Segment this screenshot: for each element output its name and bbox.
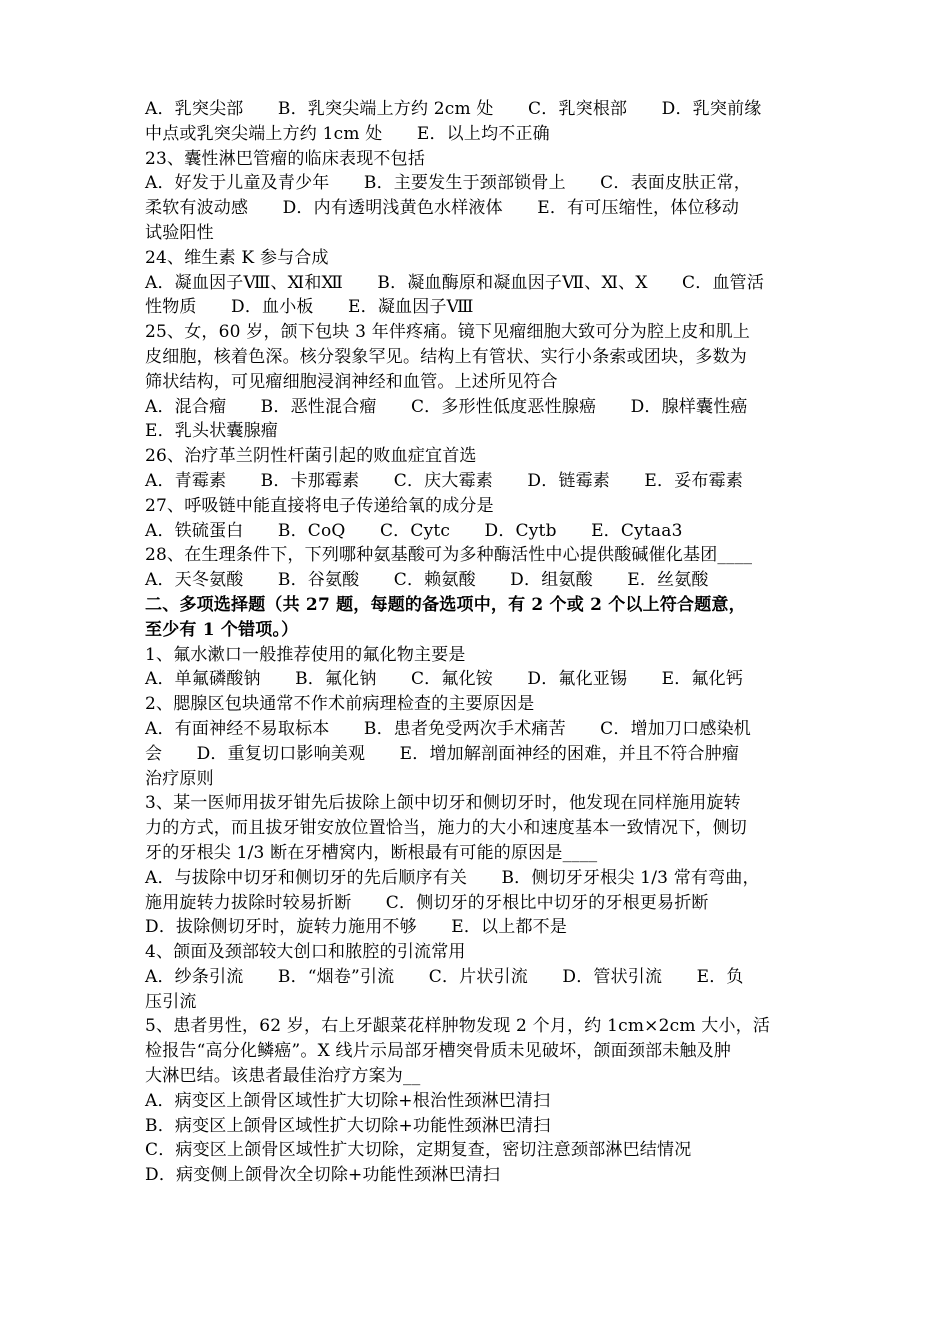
- text-line: 施用旋转力拔除时较易折断 C．侧切牙的牙根比中切牙的牙根更易折断: [145, 892, 709, 913]
- question-1: 1、氟水漱口一般推荐使用的氟化物主要是: [145, 644, 466, 665]
- text-line: A．纱条引流 B．“烟卷”引流 C．片状引流 D．管状引流 E．负: [145, 966, 744, 987]
- question-2: 2、腮腺区包块通常不作术前病理检查的主要原因是: [145, 694, 535, 715]
- text-line: 中点或乳突尖端上方约 1cm 处 E．以上均不正确: [145, 123, 550, 144]
- text-line: B．病变区上颌骨区域性扩大切除+功能性颈淋巴清扫: [145, 1115, 551, 1136]
- question-23: 23、囊性淋巴管瘤的临床表现不包括: [145, 148, 426, 169]
- text-line: A．与拔除中切牙和侧切牙的先后顺序有关 B．侧切牙牙根尖 1/3 常有弯曲，: [145, 867, 760, 888]
- question-4: 4、颌面及颈部较大创口和脓腔的引流常用: [145, 942, 466, 963]
- text-line: 力的方式，而且拔牙钳安放位置恰当，施力的大小和速度基本一致情况下，侧切: [145, 818, 747, 839]
- text-line: 筛状结构，可见瘤细胞浸润神经和血管。上述所见符合: [145, 371, 558, 392]
- text-line: A．天冬氨酸 B．谷氨酸 C．赖氨酸 D．组氨酸 E．丝氨酸: [145, 570, 709, 591]
- text-line: 试验阳性: [145, 222, 214, 243]
- text-line: 柔软有波动感 D．内有透明浅黄色水样液体 E．有可压缩性，体位移动: [145, 198, 740, 219]
- text-line: A．凝血因子Ⅷ、Ⅺ和Ⅻ B．凝血酶原和凝血因子Ⅶ、Ⅺ、Ⅹ C．血管活: [145, 272, 765, 293]
- text-line: A．乳突尖部 B．乳突尖端上方约 2cm 处 C．乳突根部 D．乳突前缘: [145, 99, 762, 119]
- text-line: A．病变区上颌骨区域性扩大切除+根治性颈淋巴清扫: [145, 1090, 551, 1111]
- text-line: A．单氟磷酸钠 B．氟化钠 C．氟化铵 D．氟化亚锡 E．氟化钙: [145, 669, 744, 690]
- text-line: 检报告“高分化鳞癌”。X 线片示局部牙槽突骨质未见破坏，颌面颈部未触及肿: [145, 1041, 732, 1062]
- text-line: E．乳头状囊腺瘤: [145, 421, 279, 442]
- text-line: 皮细胞，核着色深。核分裂象罕见。结构上有管状、实行小条索或团块，多数为: [145, 346, 747, 367]
- question-3: 3、某一医师用拔牙钳先后拔除上颌中切牙和侧切牙时，他发现在同样施用旋转: [145, 793, 741, 814]
- text-line: 大淋巴结。该患者最佳治疗方案为__: [145, 1066, 421, 1087]
- question-26: 26、治疗革兰阴性杆菌引起的败血症宜首选: [145, 446, 477, 467]
- question-28: 28、在生理条件下，下列哪种氨基酸可为多种酶活性中心提供酸碱催化基团____: [145, 545, 753, 566]
- question-5: 5、患者男性，62 岁，右上牙龈菜花样肿物发现 2 个月，约 1cm×2cm 大小，活: [145, 1016, 771, 1037]
- text-line: C．病变区上颌骨区域性扩大切除，定期复查，密切注意颈部淋巴结情况: [145, 1140, 692, 1161]
- section-heading: 二、多项选择题（共 27 题，每题的备选项中，有 2 个或 2 个以上符合题意，: [145, 594, 746, 615]
- question-24: 24、维生素 K 参与合成: [145, 247, 329, 268]
- text-line: A．混合瘤 B．恶性混合瘤 C．多形性低度恶性腺癌 D．腺样囊性癌: [145, 396, 748, 417]
- text-line: A．铁硫蛋白 B．CoQ C．Cytc D．Cytb E．Cytaa3: [145, 520, 683, 541]
- text-line: 会 D．重复切口影响美观 E．增加解剖面神经的困难，并且不符合肿瘤: [145, 743, 740, 764]
- text-line: 性物质 D．血小板 E．凝血因子Ⅷ: [145, 297, 474, 318]
- text-line: 压引流: [145, 991, 197, 1012]
- text-line: D．拔除侧切牙时，旋转力施用不够 E．以上都不是: [145, 917, 568, 938]
- text-line: D．病变侧上颌骨次全切除+功能性颈淋巴清扫: [145, 1165, 501, 1186]
- text-line: 牙的牙根尖 1/3 断在牙槽窝内，断根最有可能的原因是____: [145, 842, 598, 863]
- text-line: A．好发于儿童及青少年 B．主要发生于颈部锁骨上 C．表面皮肤正常，: [145, 173, 751, 194]
- text-line: 治疗原则: [145, 768, 214, 789]
- question-25: 25、女，60 岁，颌下包块 3 年伴疼痛。镜下见瘤细胞大致可分为腔上皮和肌上: [145, 322, 751, 343]
- text-line: A．青霉素 B．卡那霉素 C．庆大霉素 D．链霉素 E．妥布霉素: [145, 470, 744, 491]
- document-page: [145, 97, 815, 1188]
- question-27: 27、呼吸链中能直接将电子传递给氧的成分是: [145, 495, 494, 516]
- section-heading: 至少有 1 个错项。）: [145, 619, 299, 640]
- text-line: A．有面神经不易取标本 B．患者免受两次手术痛苦 C．增加刀口感染机: [145, 718, 751, 739]
